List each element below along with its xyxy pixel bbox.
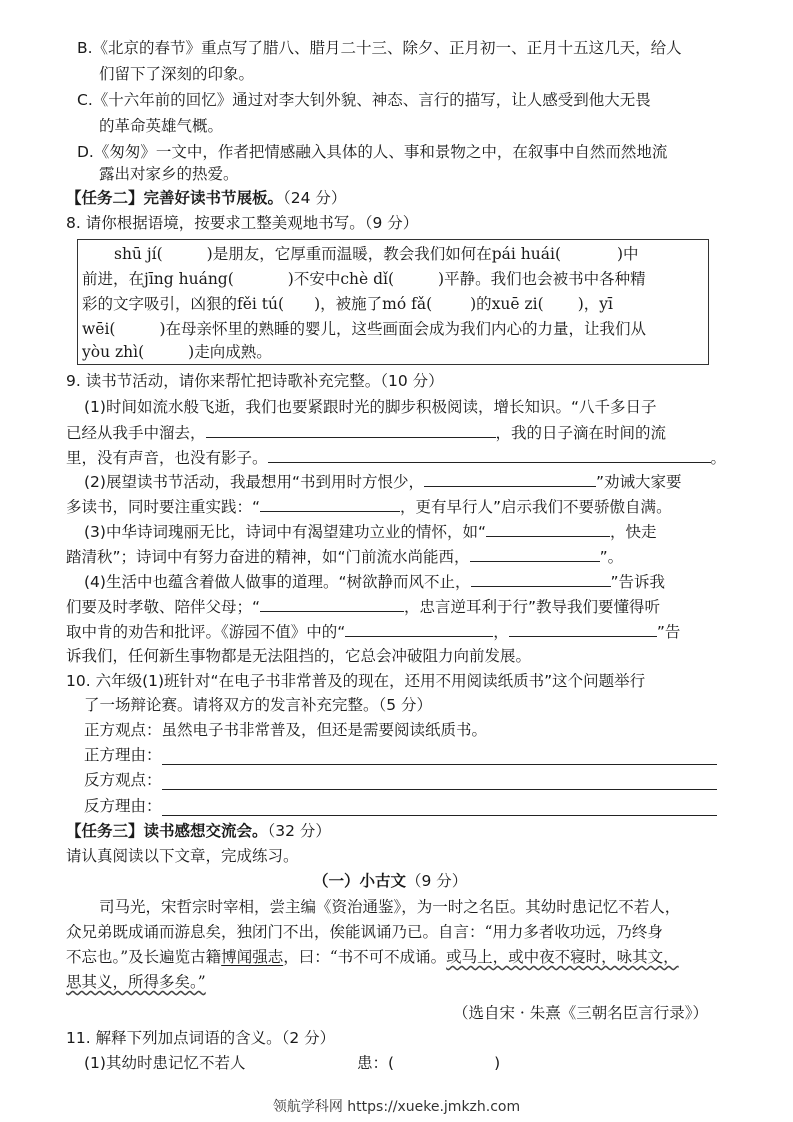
answer-blank[interactable] [424,470,596,487]
q8-text: )的 [470,295,492,313]
q8-text: )，yī [577,295,613,313]
answer-blank[interactable] [509,620,657,637]
q8-text: )是朋友，它厚重而温暖，教会我们如何在 [206,245,492,263]
q10-stem-line1: 10. 六年级(1)班针对“在电子书非常普及的现在，还用不用阅读纸质书”这个问题举行 [66,672,646,690]
pinyin-jinghuang: jīng huáng( [144,270,234,288]
q9-p4-line3 [66,620,680,643]
passage-source: （选自宋 · 朱熹《三朝名臣言行录》） [453,1004,709,1022]
q9-text: ”劝诫大家要 [596,473,682,491]
q9-p1-line1: (1)时间如流水般飞逝，我们也要紧跟时光的脚步积极阅读，增长知识。“八千多日子 [84,398,657,416]
q9-text: ， [493,623,509,641]
q8-text: 彩的文字吸引，凶狠的 [82,295,238,313]
q11-s1: (1)其幼时患记忆不若人 [84,1054,246,1072]
task3-title: 【任务三】读书感想交流会。 [66,822,268,840]
q9-text: 踏清秋”；诗词中有努力奋进的精神，如“门前流水尚能西， [66,548,470,566]
pinyin-paihuai: pái huái( [491,245,561,263]
q9-text: (4)生活中也蕴含着做人做事的道理。“树欲静而风不止， [84,573,471,591]
q8-line1 [114,243,639,265]
q9-text: ”告诉我 [610,573,666,591]
q9-text: ，快走 [610,523,657,541]
q9-text: 已经从我手中溜去， [66,424,206,442]
answer-blank[interactable] [268,446,711,463]
q10-con-reason-label: 反方理由： [84,797,162,815]
q9-text: ，更有早行人”启示我们不要骄傲自满。 [400,498,672,516]
answer-blank[interactable] [260,595,404,612]
q8-text: )，被施了 [314,295,383,313]
pinyin-xuezi: xuē zi( [491,295,544,313]
answer-blank[interactable] [486,520,610,537]
task3-score: （32 分） [267,822,331,840]
q9-text: 多读书，同时要注重实践：“ [66,498,261,516]
q9-stem: 9. 读书节活动，请你来帮忙把诗歌补充完整。（10 分） [66,372,444,390]
q8-text: )不安中 [287,270,341,288]
pinyin-mofa: mó fǎ( [382,295,433,313]
q10-con-view-label: 反方观点： [84,771,162,789]
wavy-underlined-sentence-end: 思其义，所得多矣。” [66,973,206,991]
section1-title: （一）小古文 [313,872,407,890]
section1-heading [313,870,467,892]
pinyin-chedi: chè dǐ( [340,270,395,288]
passage-text: ，曰：“书不可不成诵。 [283,948,447,966]
q9-p4-line4: 诉我们，任何新生事物都是无法阻挡的，它总会冲破阻力向前发展。 [66,647,532,665]
answer-blank[interactable] [470,545,600,562]
passage-line2: 众兄弟既成诵而游息矣，独闭门不出，俟能讽诵乃已。自言：“用力多者收功远，乃终身 [66,923,663,941]
task2-title: 【任务二】完善好读书节展板。 [66,189,284,207]
q10-pro-reason-label: 正方理由： [84,746,162,764]
pinyin-yiwei: wēi( [82,320,116,338]
passage-line3 [66,946,679,968]
pinyin-youzhi: yòu zhì( [82,343,145,361]
q9-p3-line2 [66,545,623,568]
q8-text: 前进，在 [82,270,145,288]
q8-text: )中 [617,245,639,263]
underlined-phrase: 博闻强志 [221,948,284,966]
q8-text: )走向成熟。 [188,343,272,361]
task2-heading [66,187,346,209]
task3-heading [66,820,331,842]
q9-p2-line1 [84,470,682,493]
con-reason-blank[interactable] [162,815,717,816]
q9-p2-line2 [66,495,672,518]
task3-intro: 请认真阅读以下文章，完成练习。 [66,847,299,865]
pinyin-feitu: fěi tú( [237,295,285,313]
q8-line2 [82,268,646,290]
q11-stem: 11. 解释下列加点词语的含义。（2 分） [66,1029,336,1047]
q9-text: 里，没有声音，也没有影子。 [66,449,268,467]
q8-text: )平静。我们也会被书中各种精 [438,270,646,288]
q9-text: ”。 [599,548,624,566]
pro-reason-blank[interactable] [162,764,717,765]
passage-line1: 司马光，宋哲宗时宰相，尝主编《资治通鉴》，为一时之名臣。其幼时患记忆不若人， [99,898,681,916]
pinyin-shuji: shū jí( [114,245,163,263]
q8-stem: 8. 请你根据语境，按要求工整美观地书写。（9 分） [66,214,419,232]
task2-score: （24 分） [283,189,347,207]
con-view-blank[interactable] [162,789,717,790]
q9-text: 们要及时孝敬、陪伴父母；“ [66,598,261,616]
answer-blank[interactable] [260,495,400,512]
answer-blank[interactable] [206,421,496,438]
q8-line3 [82,293,613,315]
section1-score: （9 分） [406,872,468,890]
q9-text: ，忠言逆耳利于行”教导我们要懂得听 [404,598,661,616]
q9-text: 取中肯的劝告和批评。《游园不值》中的“ [66,623,346,641]
q9-text: (3)中华诗词瑰丽无比，诗词中有渴望建功立业的情怀，如“ [84,523,486,541]
q11-s1-answer [357,1052,500,1074]
option-d-line1: D.《匆匆》一文中，作者把情感融入具体的人、事和景物之中，在叙事中自然而然地流 [77,143,668,161]
q9-text: ，我的日子滴在时间的流 [495,424,667,442]
option-d-line2: 露出对家乡的热爱。 [99,165,239,183]
q10-pro-view: 正方观点：虽然电子书非常普及，但还是需要阅读纸质书。 [84,721,488,739]
q8-text: )在母亲怀里的熟睡的婴儿，这些画面会成为我们内心的力量，让我们从 [159,320,647,338]
q10-stem-line2: 了一场辩论赛。请将双方的发言补充完整。（5 分） [84,696,433,714]
answer-blank[interactable] [345,620,493,637]
option-b-line1: B.《北京的春节》重点写了腊八、腊月二十三、除夕、正月初一、正月十五这几天，给人 [77,39,682,57]
option-c-line1: C.《十六年前的回忆》通过对李大钊外貌、神态、言行的描写，让人感受到他大无畏 [77,91,651,109]
q8-line4 [82,318,646,340]
passage-text: 不忘也。”及长遍览古籍 [66,948,222,966]
option-c-line2: 的革命英雄气概。 [99,117,224,135]
option-b-line2: 们留下了深刻的印象。 [99,65,255,83]
footer-watermark: 领航学科网 https://xueke.jmkzh.com [272,1099,521,1115]
q11-paren-close: ) [494,1054,501,1072]
passage-line4 [66,971,206,993]
answer-blank[interactable] [471,570,611,587]
q9-p1-line2 [66,421,666,444]
wavy-underlined-sentence: 或马上，或中夜不寝时，咏其文， [446,948,679,966]
q9-p1-line3: 里，没有声音，也没有影子。 。 [66,446,726,469]
q9-text: (2)展望读书节活动，我最想用“书到用时方恨少， [84,473,424,491]
q9-p4-line1 [84,570,665,593]
q9-p3-line1 [84,520,657,543]
q11-word-label: 患：( [357,1054,395,1072]
q9-text: ”告 [656,623,681,641]
q8-line5 [82,341,272,363]
q9-p4-line2 [66,595,660,618]
